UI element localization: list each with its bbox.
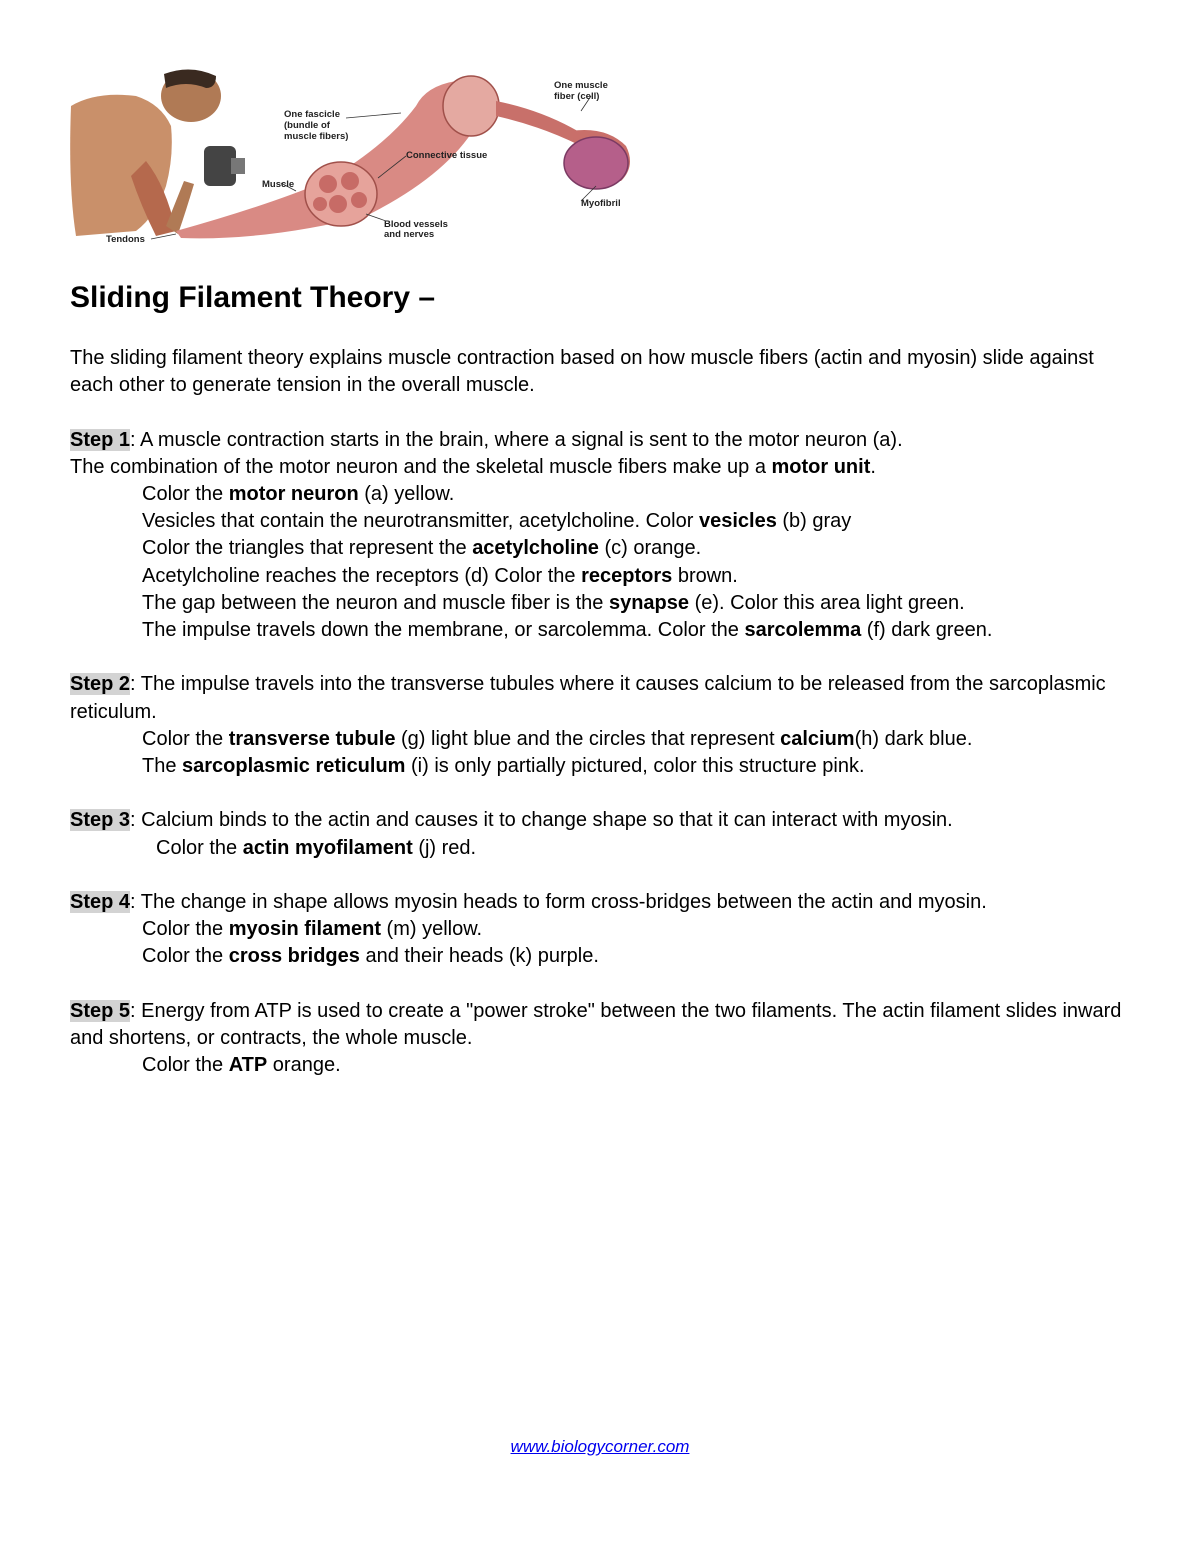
step1-paragraph <box>70 427 1140 454</box>
term-calcium: calcium <box>780 727 855 750</box>
term-synapse: synapse <box>608 591 690 614</box>
step1-item: Vesicles that contain the neurotransmitter, acetylcholine. Color vesicles (b) gray <box>142 510 852 533</box>
label-muscle-fiber-1: One muscle <box>554 80 608 91</box>
step3-label: Step 3 <box>70 809 131 832</box>
term-sarcoplasmic-reticulum: sarcoplasmic reticulum <box>182 755 406 778</box>
term-myosin-filament: myosin filament <box>228 918 381 941</box>
step5-item: Color the ATP orange. <box>142 1054 341 1077</box>
term-actin-myofilament: actin myofilament <box>242 836 413 859</box>
term-motor-neuron: motor neuron <box>228 483 359 505</box>
step4-item: Color the cross bridges and their heads (k) purple. <box>142 945 599 968</box>
label-myofibril: Myofibril <box>581 198 621 209</box>
label-vessels-1: Blood vessels <box>384 219 448 230</box>
step5-label: Step 5 <box>70 999 131 1022</box>
term-cross-bridges: cross bridges <box>228 945 360 968</box>
muscle-structure-diagram <box>66 66 646 251</box>
muscle-fiber-strand <box>496 101 586 146</box>
step1-item: Acetylcholine reaches the receptors (d) Color the receptors brown. <box>142 564 738 587</box>
term-atp: ATP <box>228 1054 268 1077</box>
step1-item: Color the motor neuron (a) yellow. <box>142 483 455 505</box>
step4-item: Color the myosin filament (m) yellow. <box>142 918 483 941</box>
label-connective-tissue: Connective tissue <box>406 150 488 161</box>
muscle-anatomy-illustration <box>66 66 646 251</box>
term-vesicles: vesicles <box>698 510 777 533</box>
step1-label: Step 1 <box>70 428 131 451</box>
biologycorner-link[interactable]: www.biologycorner.com <box>510 1437 690 1456</box>
step2-item: The sarcoplasmic reticulum (i) is only partially pictured, color this structure pink. <box>142 755 865 778</box>
step1-item: The impulse travels down the membrane, or sarcolemma. Color the sarcolemma (f) dark green. <box>142 619 993 642</box>
step2-label: Step 2 <box>70 673 131 696</box>
step1-text: : A muscle contraction starts in the brain, where a signal is sent to the motor neuron (a). <box>130 428 903 451</box>
fascicle-bundle <box>305 162 377 226</box>
step5-paragraph <box>70 998 1140 1052</box>
label-vessels-2: and nerves <box>384 229 435 240</box>
label-muscle: Muscle <box>262 179 295 190</box>
step3-item: Color the actin myofilament (j) red. <box>156 836 477 859</box>
term-acetylcholine: acetylcholine <box>472 537 599 560</box>
step1-item: Color the triangles that represent the acetylcholine (c) orange. <box>142 537 702 560</box>
step4-text: : The change in shape allows myosin heads to form cross-bridges between the actin and myosin. <box>130 891 987 913</box>
label-fascicle-2: (bundle of <box>284 120 330 131</box>
term-receptors: receptors <box>581 564 673 587</box>
term-motor-unit: motor unit <box>771 455 871 478</box>
label-muscle-fiber-2: fiber (cell) <box>554 91 600 102</box>
step1-motor-unit-line: The combination of the motor neuron and the skeletal muscle fibers make up a motor unit. <box>70 455 876 478</box>
label-fascicle-1: One fascicle <box>284 109 340 120</box>
step4-paragraph <box>70 889 1140 916</box>
step2-paragraph <box>70 671 1140 725</box>
fascicle-cross-section <box>443 76 499 136</box>
step2-text: : The impulse travels into the transverse tubules where it causes calcium to be released from the sarcoplasmic reticulum. <box>70 673 1106 723</box>
forearm <box>166 181 194 234</box>
step2-item: Color the transverse tubule (g) light blue and the circles that represent calcium(h) dark blue. <box>142 727 973 750</box>
step3-text: : Calcium binds to the actin and causes it to change shape so that it can interact with myosin. <box>130 809 953 832</box>
step3-paragraph <box>70 807 1140 834</box>
worksheet-body <box>70 345 1140 1079</box>
label-tendons: Tendons <box>106 234 145 245</box>
myofibril-cross-section <box>564 137 628 189</box>
intro-paragraph: The sliding filament theory explains muscle contraction based on how muscle fibers (actin and myosin) slide against each other to generate tension in the overall muscle. <box>70 347 1094 397</box>
step5-text: : Energy from ATP is used to create a "power stroke" between the two filaments. The actin filament slides inward and shortens, or contracts, the whole muscle. <box>70 999 1122 1049</box>
label-fascicle-3: muscle fibers) <box>284 131 349 142</box>
page-footer <box>0 1437 1200 1457</box>
page-title: Sliding Filament Theory – <box>70 281 436 314</box>
step4-label: Step 4 <box>70 891 131 913</box>
term-transverse-tubule: transverse tubule <box>228 727 396 750</box>
term-sarcolemma: sarcolemma <box>744 619 862 642</box>
step1-item: The gap between the neuron and muscle fiber is the synapse (e). Color this area light green. <box>142 591 965 614</box>
